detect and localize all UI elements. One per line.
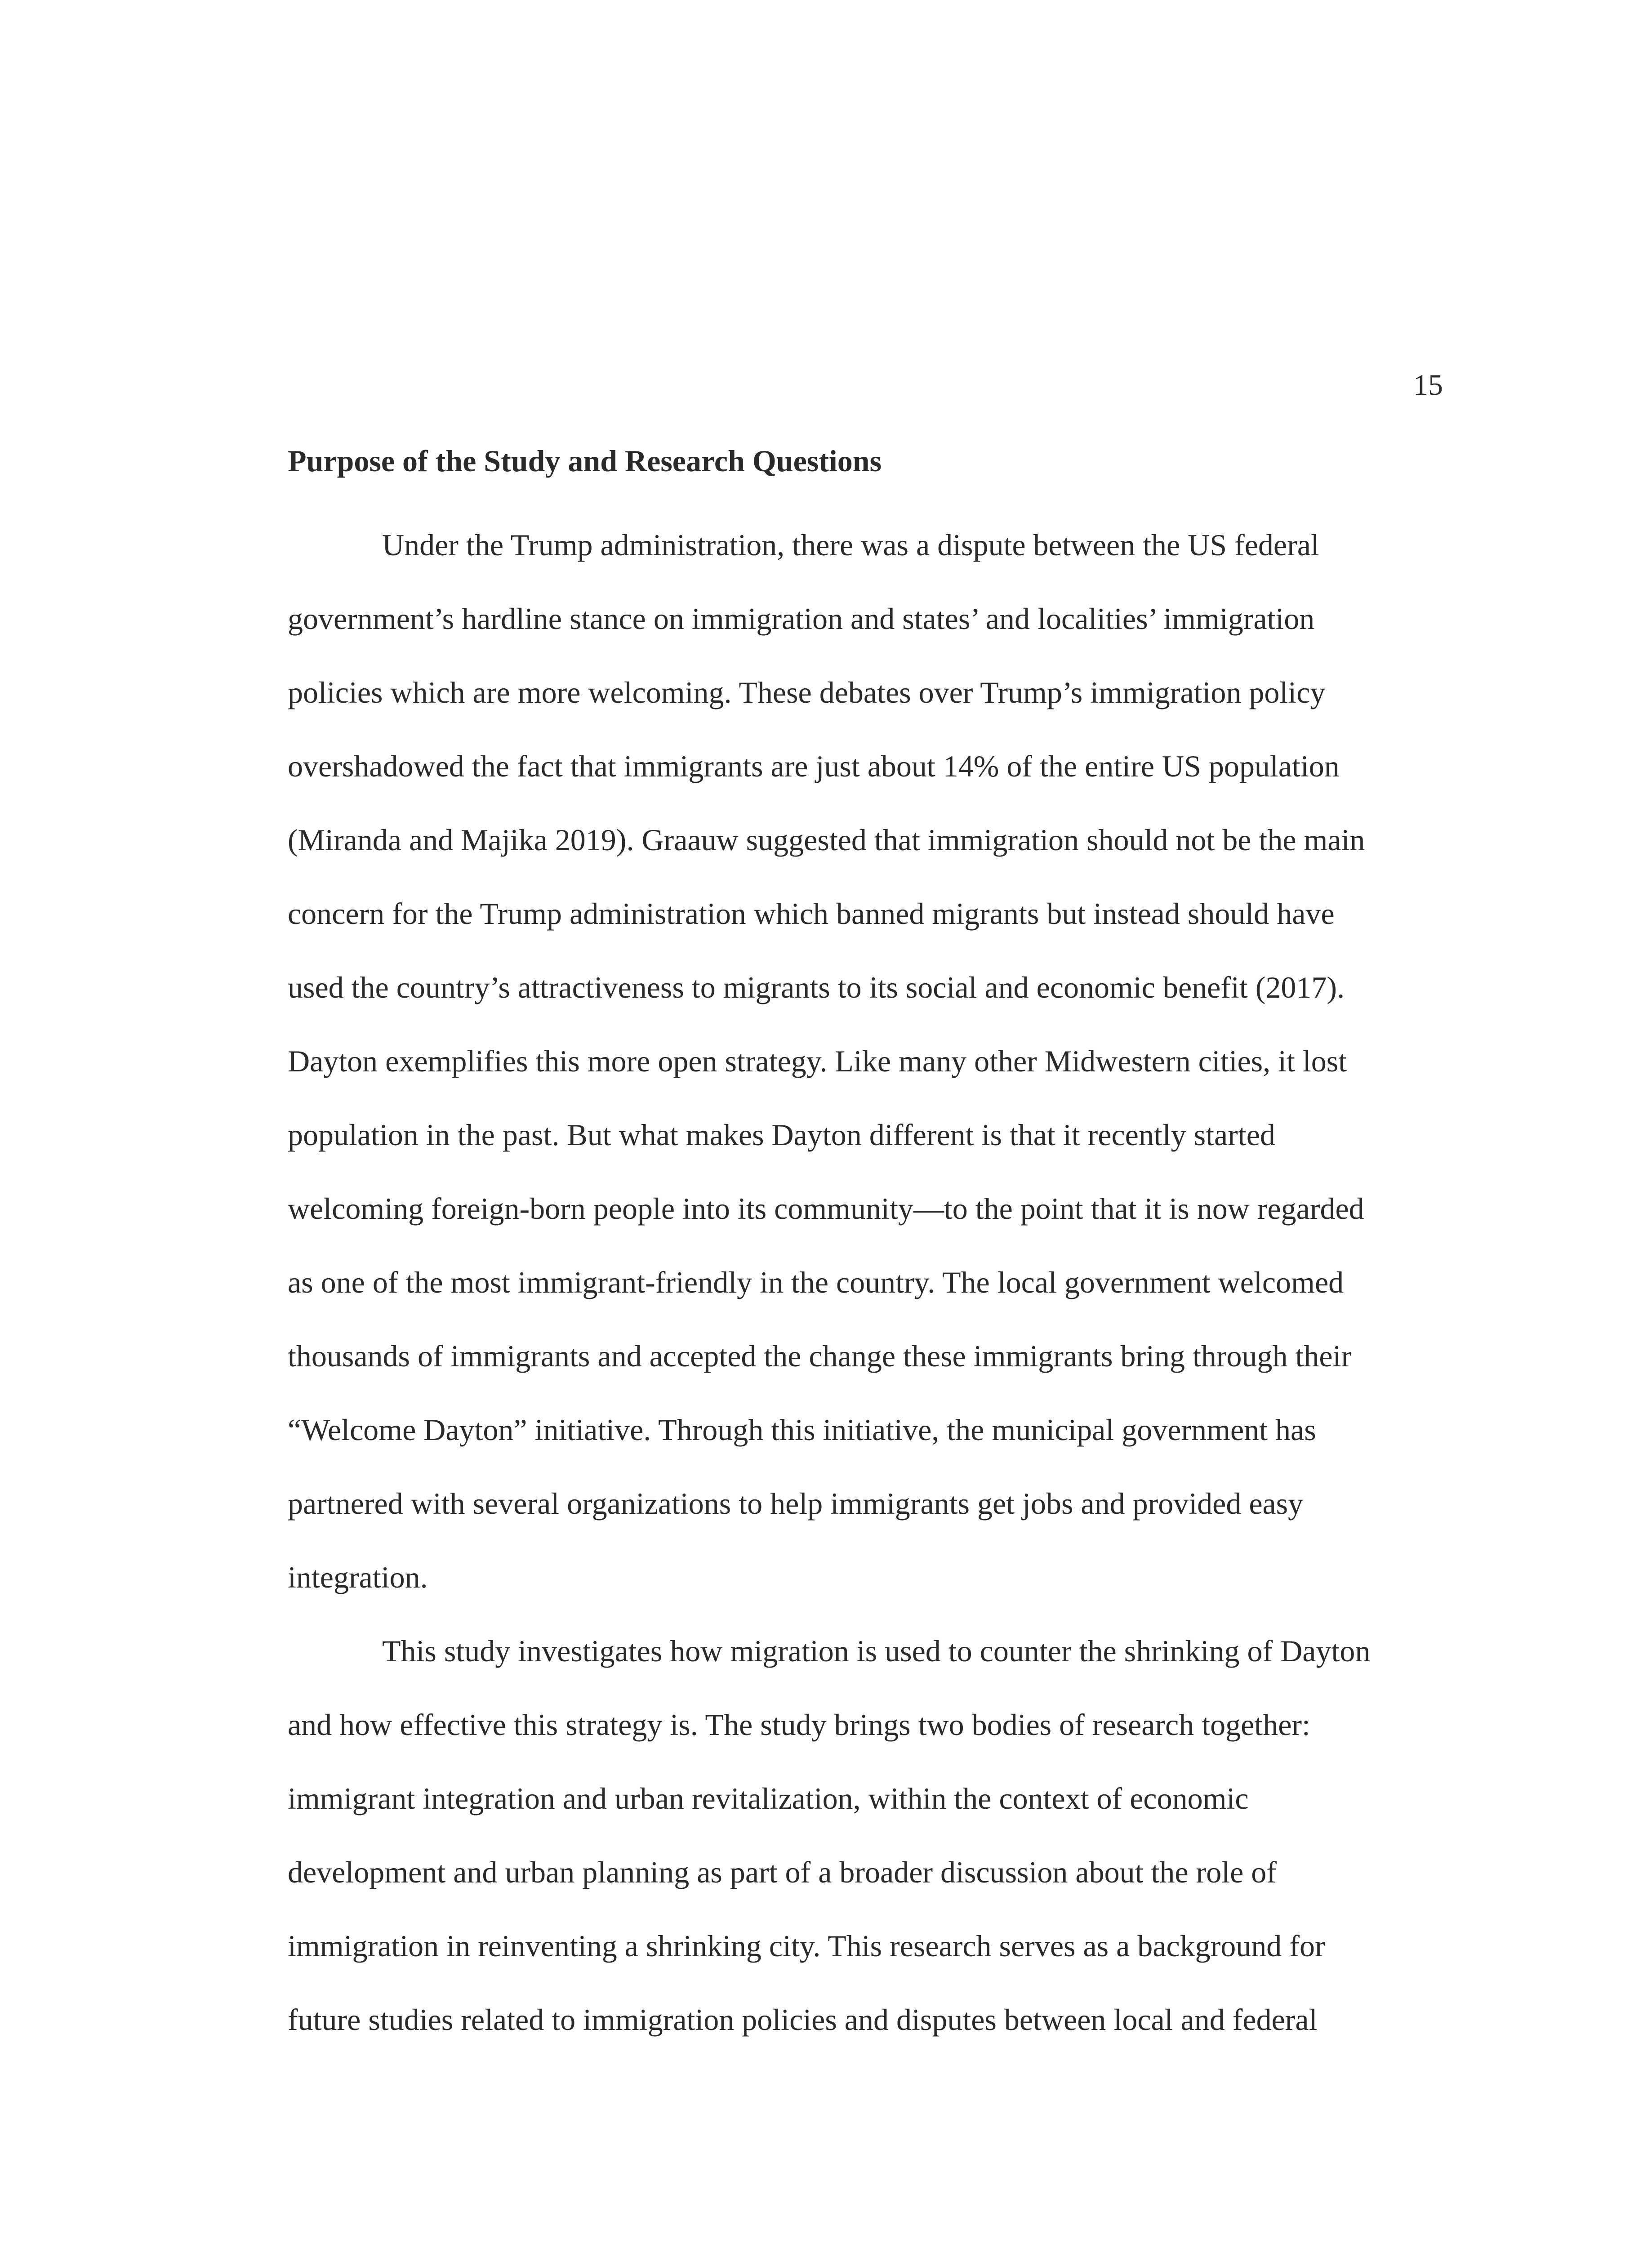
page-content	[288, 441, 1438, 2056]
text-line: future studies related to immigration policies and disputes between local and federal	[288, 2003, 1318, 2037]
text-line: (Miranda and Majika 2019). Graauw suggested that immigration should not be the main	[288, 823, 1365, 857]
text-line: thousands of immigrants and accepted the change these immigrants bring through their	[288, 1339, 1352, 1373]
text-line: This study investigates how migration is used to counter the shrinking of Dayton	[382, 1634, 1371, 1668]
text-line: immigration in reinventing a shrinking city. This research serves as a background for	[288, 1929, 1325, 1963]
text-line: and how effective this strategy is. The study brings two bodies of research together:	[288, 1708, 1310, 1742]
text-line: government’s hardline stance on immigration and states’ and localities’ immigration	[288, 602, 1315, 636]
text-line: integration.	[288, 1560, 428, 1594]
text-line: “Welcome Dayton” initiative. Through this initiative, the municipal government has	[288, 1413, 1316, 1447]
text-line: immigrant integration and urban revitalization, within the context of economic	[288, 1781, 1249, 1815]
text-line: development and urban planning as part of a broader discussion about the role of	[288, 1855, 1277, 1889]
text-line: welcoming foreign-born people into its community—to the point that it is now regarded	[288, 1191, 1364, 1226]
text-line: Dayton exemplifies this more open strategy. Like many other Midwestern cities, it lost	[288, 1044, 1347, 1078]
text-line: used the country’s attractiveness to migrants to its social and economic benefit (2017).	[288, 970, 1345, 1004]
page-number: 15	[1413, 369, 1443, 401]
text-line: Under the Trump administration, there was a dispute between the US federal	[382, 528, 1319, 562]
heading-gap	[288, 481, 1438, 508]
text-line: concern for the Trump administration which banned migrants but instead should have	[288, 897, 1335, 931]
text-line: as one of the most immigrant-friendly in the country. The local government welcomed	[288, 1265, 1344, 1299]
paragraph-2	[288, 1614, 1438, 2056]
text-line: population in the past. But what makes Dayton different is that it recently started	[288, 1118, 1275, 1152]
text-line: policies which are more welcoming. These debates over Trump’s immigration policy	[288, 675, 1326, 709]
section-heading: Purpose of the Study and Research Questions	[288, 444, 882, 478]
text-line: partnered with several organizations to help immigrants get jobs and provided easy	[288, 1486, 1304, 1521]
text-line: overshadowed the fact that immigrants are just about 14% of the entire US population	[288, 749, 1340, 783]
paragraph-1	[288, 508, 1438, 1614]
